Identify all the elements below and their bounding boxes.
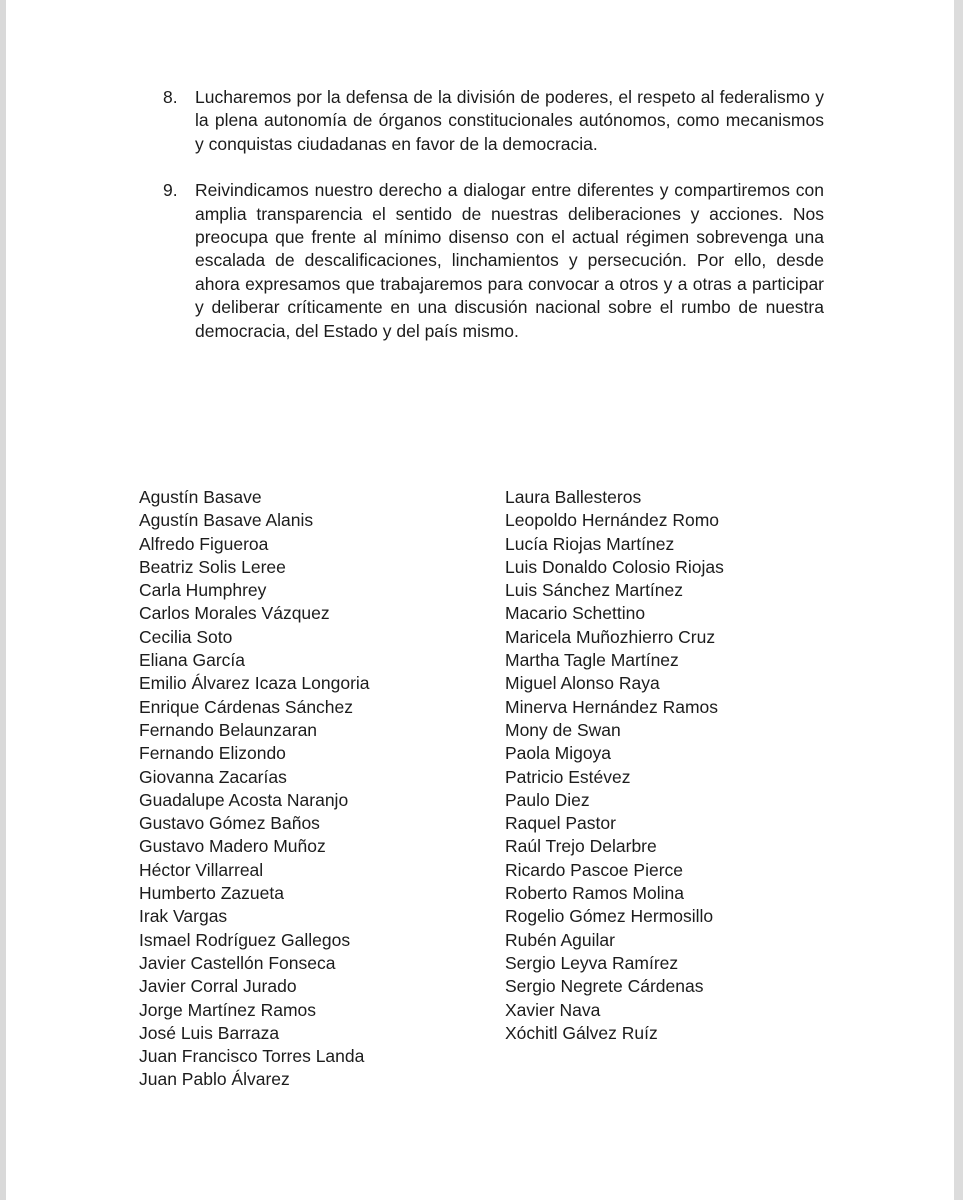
page-left-edge-shadow (0, 0, 6, 1200)
signatory-name: Raúl Trejo Delarbre (505, 836, 657, 857)
signatory-name: Lucía Riojas Martínez (505, 533, 675, 554)
signatory-name: Irak Vargas (139, 906, 228, 927)
point-text: Lucharemos por la defensa de la división de poderes, el respeto al federalismo y la plena autonomía de órganos constitucionales autónomos, como mecanismos y conquistas ciudadanas en favor de la democracia. (195, 87, 824, 154)
signatory-name: Maricela Muñozhierro Cruz (505, 626, 716, 647)
signatory-name: Fernando Belaunzaran (139, 719, 318, 740)
signatory-name: Rogelio Gómez Hermosillo (505, 906, 714, 927)
signatory-name: Héctor Villarreal (139, 859, 264, 880)
signatory-name: Beatriz Solis Leree (139, 556, 286, 577)
signatory-name: Martha Tagle Martínez (505, 650, 679, 671)
signatory-name: Fernando Elizondo (139, 743, 286, 764)
signatory-name: Giovanna Zacarías (139, 766, 287, 787)
signatory-name: Luis Sánchez Martínez (505, 580, 684, 601)
signatory-name: Miguel Alonso Raya (505, 673, 660, 694)
page-right-edge-shadow (954, 0, 963, 1200)
signatory-name: Juan Francisco Torres Landa (139, 1046, 365, 1067)
signatory-name: Agustín Basave (139, 487, 262, 507)
signatory-name: Javier Castellón Fonseca (139, 952, 336, 973)
signatory-name: José Luis Barraza (139, 1022, 280, 1043)
point-number: 9. (163, 180, 178, 201)
signatory-name: Javier Corral Jurado (139, 976, 297, 997)
signatories-column-left (139, 486, 505, 1092)
signatory-name: Agustín Basave Alanis (139, 510, 314, 531)
signatory-name: Gustavo Madero Muñoz (139, 836, 326, 857)
numbered-points (163, 86, 824, 366)
signatory-name: Roberto Ramos Molina (505, 883, 684, 904)
point-text: Reivindicamos nuestro derecho a dialogar entre diferentes y compartiremos con amplia transparencia el sentido de nuestras deliberaciones y acciones. Nos preocupa que frente al mínimo disenso con el actual régimen sobrevenga una escalada de descalificaciones, linchamientos y persecución. Por ello, desde ahora expresamos que trabajaremos para convocar a otros y a otras a participar y deliberar críticamente en una discusión nacional sobre el rumbo de nuestra democracia, del Estado y del país mismo. (195, 180, 824, 341)
numbered-point (163, 179, 824, 343)
signatory-name: Enrique Cárdenas Sánchez (139, 696, 354, 717)
signatory-name: Minerva Hernández Ramos (505, 696, 719, 717)
signatory-name: Eliana García (139, 650, 246, 671)
signatory-name: Ricardo Pascoe Pierce (505, 859, 683, 880)
signatory-name: Luis Donaldo Colosio Riojas (505, 556, 724, 577)
signatory-name: Jorge Martínez Ramos (139, 999, 317, 1020)
signatory-name: Rubén Aguilar (505, 929, 615, 950)
signatory-name: Mony de Swan (505, 719, 621, 740)
signatory-name: Carlos Morales Vázquez (139, 603, 330, 624)
signatory-name: Patricio Estévez (505, 766, 631, 787)
signatory-name: Ismael Rodríguez Gallegos (139, 929, 351, 950)
signatory-name: Emilio Álvarez Icaza Longoria (139, 673, 370, 694)
signatory-name: Cecilia Soto (139, 626, 233, 647)
signatory-name: Carla Humphrey (139, 580, 267, 601)
signatory-name: Paola Migoya (505, 743, 612, 764)
signatory-name: Sergio Leyva Ramírez (505, 952, 679, 973)
signatory-name: Xóchitl Gálvez Ruíz (505, 1022, 658, 1043)
signatory-name: Macario Schettino (505, 603, 646, 624)
signatory-name: Xavier Nava (505, 999, 601, 1020)
signatory-name: Leopoldo Hernández Romo (505, 510, 720, 531)
signatory-name: Sergio Negrete Cárdenas (505, 976, 704, 997)
signatory-name: Alfredo Figueroa (139, 533, 269, 554)
signatory-name: Paulo Diez (505, 789, 590, 810)
signatories-list (139, 486, 724, 1092)
signatory-name: Juan Pablo Álvarez (139, 1069, 290, 1090)
signatory-name: Humberto Zazueta (139, 883, 284, 904)
signatory-name: Raquel Pastor (505, 813, 616, 834)
signatory-name: Guadalupe Acosta Naranjo (139, 789, 349, 810)
numbered-point (163, 86, 824, 156)
point-number: 8. (163, 87, 178, 107)
signatories-column-right (505, 486, 724, 1045)
signatory-name: Gustavo Gómez Baños (139, 813, 320, 834)
signatory-name: Laura Ballesteros (505, 487, 642, 507)
